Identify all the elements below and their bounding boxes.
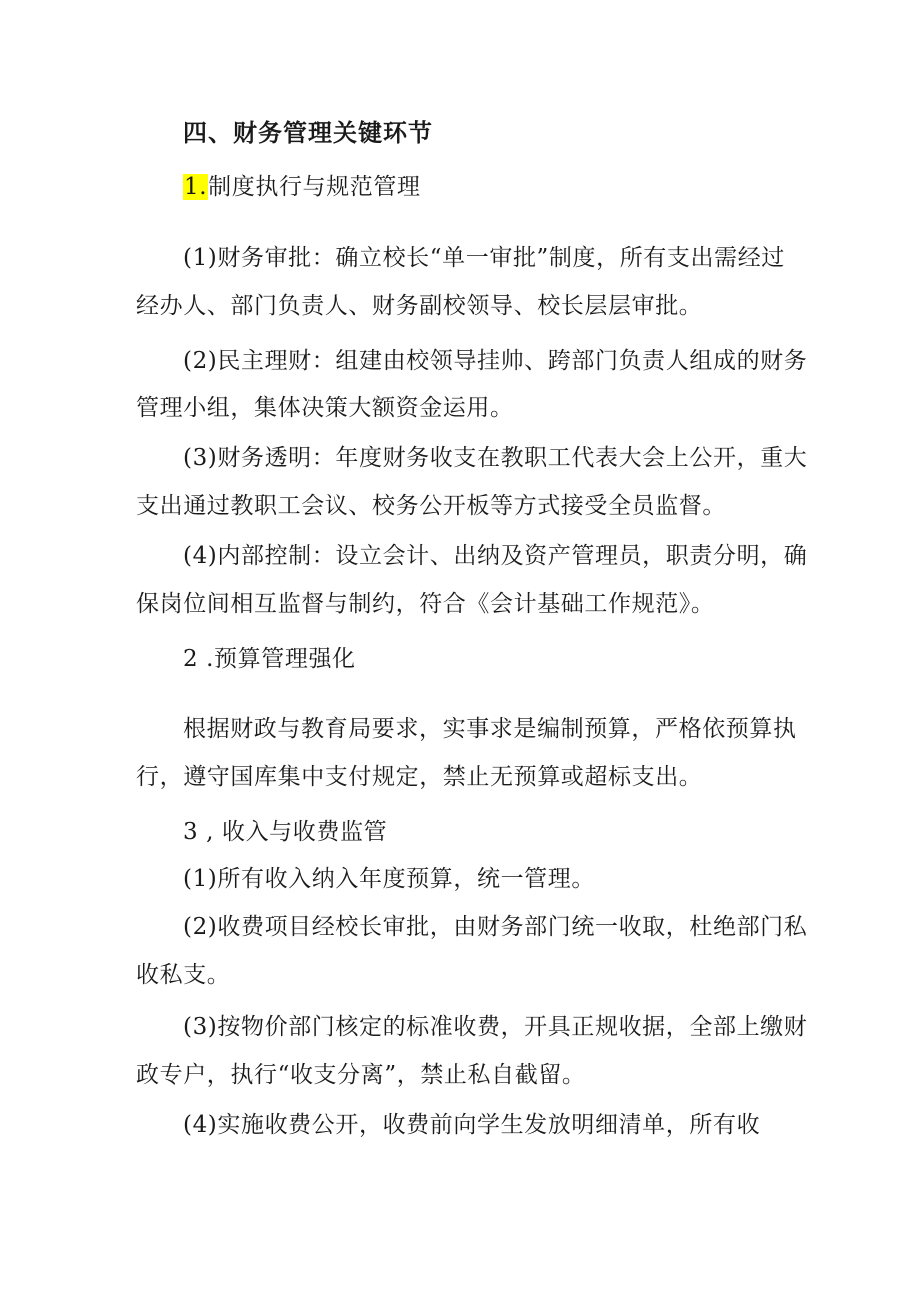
paragraph-5-line-2: 行，遵守国库集中支付规定，禁止无预算或超标支出。 <box>136 764 703 790</box>
paragraph-4-line-1: (4)内部控制：设立会计、出纳及资产管理员，职责分明，确 <box>183 543 808 569</box>
paragraph-7-line-2: 收私支。 <box>136 962 231 988</box>
section-heading: 四、财务管理关键环节 <box>183 119 433 147</box>
paragraph-1-line-2: 经办人、部门负责人、财务副校领导、校长层层审批。 <box>136 293 703 319</box>
paragraph-8-line-1: (3)按物价部门核定的标准收费，开具正规收据，全部上缴财 <box>183 1014 808 1040</box>
paragraph-2-line-2: 管理小组，集体决策大额资金运用。 <box>136 395 514 421</box>
paragraph-7-line-1: (2)收费项目经校长审批，由财务部门统一收取，杜绝部门私 <box>183 914 808 940</box>
highlighted-number: 1. <box>184 174 208 200</box>
paragraph-1-line-1: (1)财务审批：确立校长“单一审批”制度，所有支出需经过 <box>183 245 785 271</box>
subheading-1-title: 制度执行与规范管理 <box>208 174 421 200</box>
subheading-3: 3 , 收入与收费监管 <box>183 819 388 845</box>
paragraph-3-line-2: 支出通过教职工会议、校务公开板等方式接受全员监督。 <box>136 493 726 519</box>
paragraph-3-line-1: (3)财务透明：年度财务收支在教职工代表大会上公开，重大 <box>183 445 808 471</box>
subheading-1 <box>183 172 421 202</box>
paragraph-8-line-2: 政专户，执行“收支分离”，禁止私自截留。 <box>136 1062 586 1088</box>
paragraph-4-line-2: 保岗位间相互监督与制约，符合《会计基础工作规范》。 <box>136 591 715 617</box>
paragraph-5-line-1: 根据财政与教育局要求，实事求是编制预算，严格依预算执 <box>183 716 797 742</box>
paragraph-9-line-1: (4)实施收费公开，收费前向学生发放明细清单，所有收 <box>183 1112 761 1138</box>
paragraph-2-line-1: (2)民主理财：组建由校领导挂帅、跨部门负责人组成的财务 <box>183 348 808 374</box>
paragraph-6-line-1: (1)所有收入纳入年度预算，统一管理。 <box>183 866 595 892</box>
subheading-2: 2 .预算管理强化 <box>183 646 356 672</box>
